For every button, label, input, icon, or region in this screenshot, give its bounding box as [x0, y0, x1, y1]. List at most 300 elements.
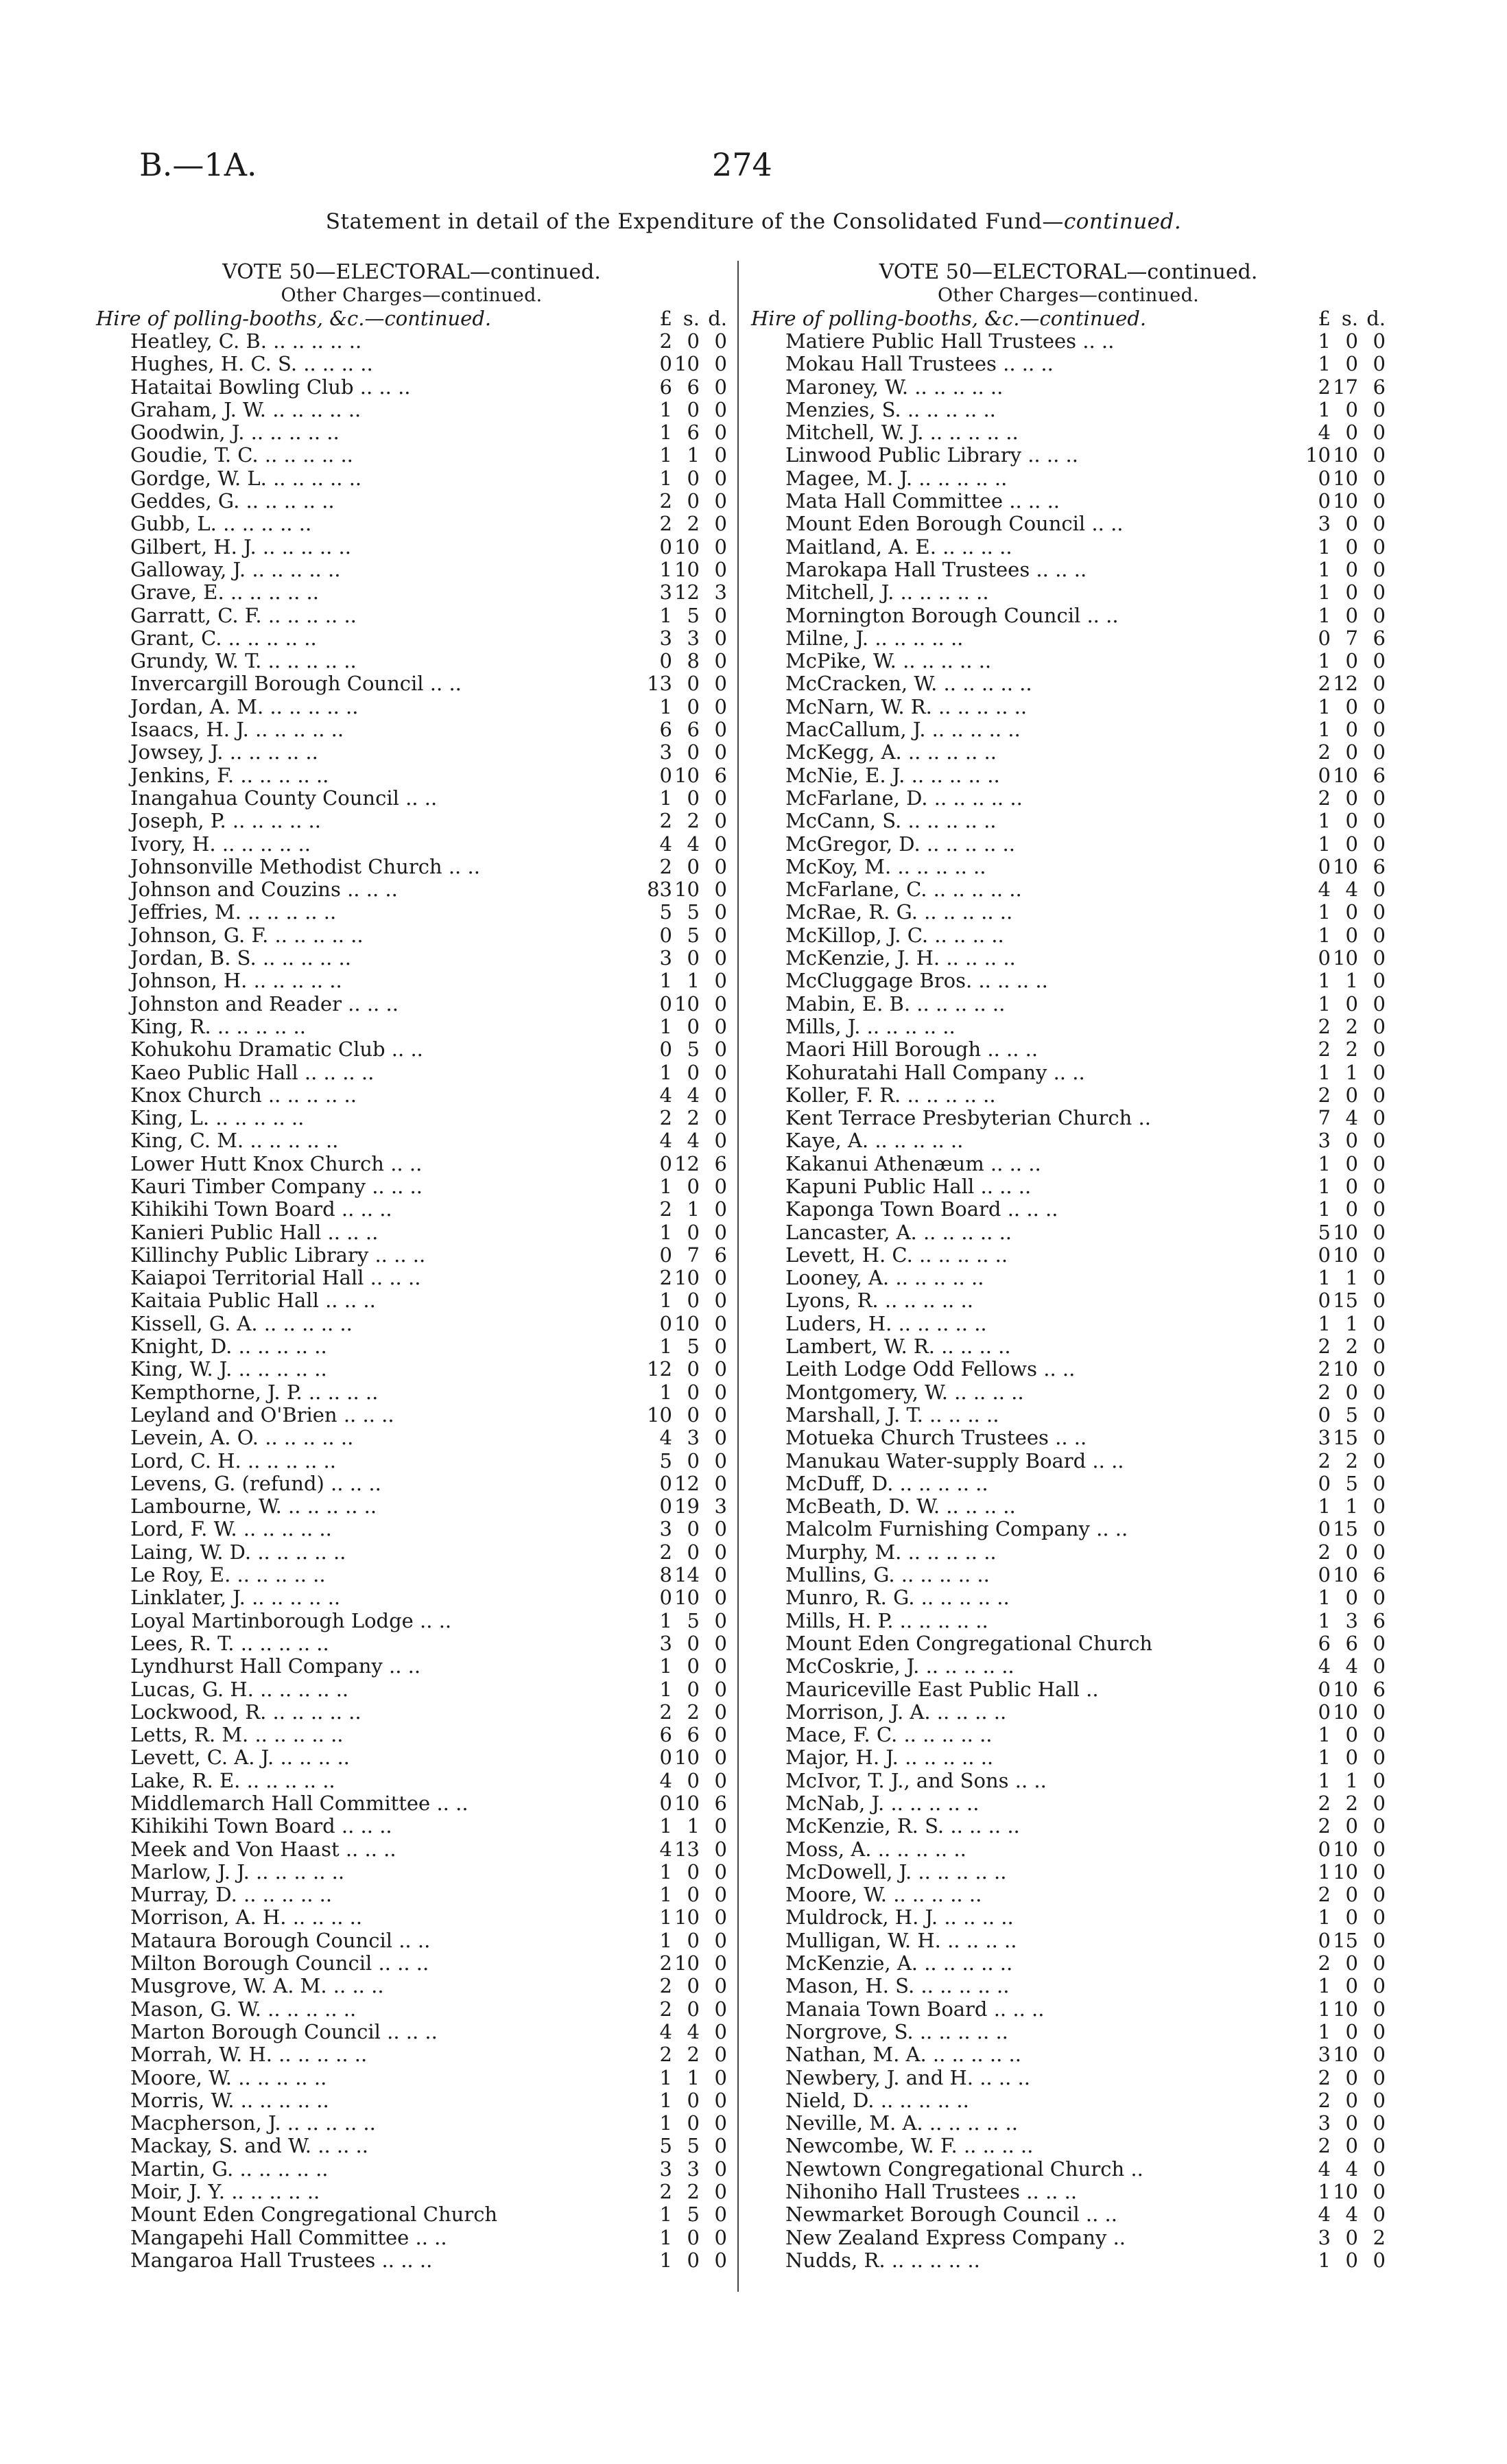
payee-name: McKenzie, J. H. .. .. .. .. — [785, 946, 1016, 970]
pence-cell: 0 — [714, 352, 727, 376]
table-row — [96, 1564, 727, 1586]
pence-cell: 0 — [714, 2019, 727, 2043]
pence-cell: 0 — [1373, 1905, 1386, 1929]
pence-cell: 0 — [714, 1700, 727, 1724]
pounds-cell: 1 — [659, 2111, 672, 2135]
shillings-cell: 0 — [687, 1380, 700, 1404]
payee-name: Mason, G. W. .. .. .. .. .. — [130, 1997, 357, 2021]
pence-cell: 0 — [1373, 512, 1386, 536]
table-row — [96, 513, 727, 535]
pounds-cell: 0 — [1318, 489, 1331, 513]
table-row — [751, 1107, 1386, 1129]
shillings-cell: 0 — [1345, 397, 1358, 421]
payee-name: Matiere Public Hall Trustees .. .. — [785, 329, 1115, 353]
shillings-cell: 0 — [1345, 2019, 1358, 2043]
pence-cell: 0 — [714, 718, 727, 742]
payee-name: MacCallum, J. .. .. .. .. .. — [785, 718, 1021, 742]
payee-name: Gordge, W. L. .. .. .. .. .. — [130, 466, 362, 490]
payee-name: Marokapa Hall Trustees .. .. .. — [785, 557, 1087, 581]
pounds-cell: 1 — [659, 1883, 672, 1907]
pence-cell: 0 — [714, 375, 727, 399]
pounds-cell: 2 — [1318, 2065, 1331, 2089]
table-row — [751, 1929, 1386, 1952]
table-row — [96, 1632, 727, 1655]
shillings-cell: 1 — [687, 1197, 700, 1221]
table-row — [751, 1815, 1386, 1838]
shillings-cell: 15 — [1333, 1426, 1358, 1450]
pence-cell: 0 — [714, 832, 727, 856]
payee-name: Moss, A. .. .. .. .. .. — [785, 1837, 966, 1861]
payee-name: Lake, R. E. .. .. .. .. .. — [130, 1768, 335, 1792]
table-row — [96, 1541, 727, 1564]
shillings-cell: 2 — [687, 1106, 700, 1130]
pounds-cell: 0 — [1318, 466, 1331, 490]
pence-cell: 0 — [1373, 1768, 1386, 1792]
pence-cell: 0 — [714, 1997, 727, 2021]
pence-cell: 0 — [1373, 1814, 1386, 1838]
pounds-cell: 0 — [659, 1746, 672, 1770]
payee-name: Kihikihi Town Board .. .. .. — [130, 1197, 392, 1221]
payee-name: Magee, M. J. .. .. .. .. .. — [785, 466, 1008, 490]
payee-name: Luders, H. .. .. .. .. .. — [785, 1311, 987, 1335]
pounds-cell: 10 — [647, 1403, 672, 1427]
payee-name: Murphy, M. .. .. .. .. .. — [785, 1540, 997, 1564]
pounds-cell: 2 — [1318, 786, 1331, 810]
pounds-cell: 1 — [659, 443, 672, 467]
pounds-cell: 0 — [659, 1037, 672, 1061]
table-row — [96, 2089, 727, 2112]
pounds-cell: 1 — [1318, 1174, 1331, 1198]
shillings-cell: 0 — [687, 329, 700, 353]
payee-name: Maori Hill Borough .. .. .. — [785, 1037, 1039, 1061]
payee-name: Macpherson, J. .. .. .. .. .. — [130, 2111, 376, 2135]
shillings-cell: 7 — [1345, 626, 1358, 650]
pounds-cell: 3 — [1318, 2111, 1331, 2135]
pence-cell: 0 — [1373, 1243, 1386, 1267]
shillings-cell: 10 — [1333, 1677, 1358, 1701]
payee-name: Lancaster, A. .. .. .. .. .. — [785, 1220, 1012, 1244]
payee-name: Morris, W. .. .. .. .. .. — [130, 2088, 329, 2112]
table-row — [751, 1610, 1386, 1632]
pence-cell: 0 — [1373, 1129, 1386, 1153]
payee-name: Nudds, R. .. .. .. .. .. — [785, 2248, 980, 2272]
table-row — [751, 2043, 1386, 2066]
pence-cell: 0 — [714, 2180, 727, 2204]
pence-cell: 6 — [714, 1243, 727, 1267]
pounds-cell: 1 — [1318, 809, 1331, 833]
table-row — [96, 1244, 727, 1267]
pounds-cell: 1 — [659, 969, 672, 993]
pence-cell: 0 — [1373, 900, 1386, 924]
payee-name: McFarlane, D. .. .. .. .. .. — [785, 786, 1023, 810]
payee-name: McCluggage Bros. .. .. .. .. — [785, 969, 1048, 993]
pounds-cell: 2 — [659, 809, 672, 833]
shillings-cell: 5 — [687, 2203, 700, 2227]
pence-cell: 0 — [1373, 878, 1386, 902]
payee-name: Leyland and O'Brien .. .. .. — [130, 1403, 394, 1427]
shillings-cell: 1 — [687, 969, 700, 993]
payee-name: Montgomery, W. .. .. .. .. — [785, 1380, 1024, 1404]
pounds-cell: 1 — [1318, 992, 1331, 1016]
shillings-cell: 0 — [687, 2248, 700, 2272]
payee-name: McKenzie, R. S. .. .. .. .. — [785, 1814, 1020, 1838]
payee-name: Mangapehi Hall Committee .. .. — [130, 2225, 447, 2249]
payee-name: Hataitai Bowling Club .. .. .. — [130, 375, 411, 399]
table-row — [751, 2135, 1386, 2157]
payee-name: King, W. J. .. .. .. .. .. — [130, 1357, 327, 1381]
pounds-cell: 5 — [659, 900, 672, 924]
pence-cell: 0 — [1373, 1700, 1386, 1724]
pounds-cell: 0 — [1318, 1289, 1331, 1313]
pounds-cell: 1 — [1318, 1746, 1331, 1770]
table-row — [751, 1678, 1386, 1701]
shillings-cell: 6 — [687, 375, 700, 399]
pence-cell: 0 — [1373, 1837, 1386, 1861]
pounds-cell: 2 — [659, 2043, 672, 2067]
pounds-cell: 4 — [1318, 878, 1331, 902]
table-row — [751, 1313, 1386, 1335]
shillings-cell: 19 — [674, 1494, 700, 1518]
pounds-cell: 1 — [1318, 1060, 1331, 1084]
shillings-cell: 4 — [687, 1083, 700, 1107]
shillings-cell: 0 — [1345, 1883, 1358, 1907]
payee-name: Marlow, J. J. .. .. .. .. .. — [130, 1859, 345, 1884]
table-row — [751, 1427, 1386, 1449]
table-row — [751, 1564, 1386, 1586]
payee-name: Grant, C. .. .. .. .. .. — [130, 626, 317, 650]
table-row — [96, 1998, 727, 2021]
shillings-cell: 5 — [1345, 1403, 1358, 1427]
payee-name: Invercargill Borough Council .. .. — [130, 672, 462, 696]
shillings-cell: 0 — [687, 1289, 700, 1313]
pence-cell: 0 — [1373, 329, 1386, 353]
table-row — [751, 1975, 1386, 1997]
pence-cell: 0 — [1373, 1723, 1386, 1747]
table-row — [96, 810, 727, 832]
payee-name: Newcombe, W. F. .. .. .. .. — [785, 2134, 1034, 2158]
pounds-cell: 1 — [659, 397, 672, 421]
pence-cell: 6 — [714, 1792, 727, 1815]
payee-name: McBeath, D. W. .. .. .. .. — [785, 1494, 1016, 1518]
pounds-cell: 4 — [1318, 1654, 1331, 1678]
payee-name: Joseph, P. .. .. .. .. .. — [130, 809, 321, 833]
shillings-cell: 0 — [687, 1928, 700, 1952]
table-row — [751, 1746, 1386, 1769]
shillings-cell: 10 — [1333, 466, 1358, 490]
shillings-cell: 12 — [674, 1471, 700, 1495]
pounds-cell: 1 — [1318, 649, 1331, 673]
shillings-cell: 0 — [687, 1654, 700, 1678]
pounds-cell: 6 — [659, 1723, 672, 1747]
pence-cell: 0 — [1373, 1174, 1386, 1198]
shillings-cell: 10 — [674, 1951, 700, 1975]
pounds-cell: 0 — [1318, 1243, 1331, 1267]
pounds-cell: 2 — [659, 1106, 672, 1130]
pounds-cell: 10 — [1305, 443, 1331, 467]
pounds-cell: 1 — [1318, 557, 1331, 581]
payee-name: Munro, R. G. .. .. .. .. .. — [785, 1586, 1010, 1610]
pence-cell: 0 — [1373, 1266, 1386, 1290]
table-row — [751, 1838, 1386, 1861]
table-row — [751, 672, 1386, 695]
shillings-cell: 1 — [1345, 1266, 1358, 1290]
table-row — [96, 947, 727, 970]
payee-name: Kempthorne, J. P. .. .. .. .. — [130, 1380, 379, 1404]
pence-cell: 0 — [714, 557, 727, 581]
payee-name: Knox Church .. .. .. .. .. — [130, 1083, 357, 1107]
table-row — [751, 627, 1386, 650]
pounds-cell: 3 — [659, 626, 672, 650]
payee-name: Hughes, H. C. S. .. .. .. .. — [130, 352, 373, 376]
shillings-cell: 5 — [1345, 1471, 1358, 1495]
table-row — [751, 1221, 1386, 1244]
pence-cell: 0 — [714, 1883, 727, 1907]
shillings-cell: 12 — [674, 1151, 700, 1175]
payee-name: McKillop, J. C. .. .. .. .. — [785, 923, 1004, 947]
shillings-cell: 10 — [1333, 854, 1358, 878]
pence-cell: 0 — [1373, 1037, 1386, 1061]
pence-cell: 0 — [714, 2203, 727, 2227]
payee-name: Garratt, C. F. .. .. .. .. .. — [130, 603, 357, 627]
pence-cell: 0 — [714, 1517, 727, 1541]
pence-cell: 0 — [1373, 1426, 1386, 1450]
table-row — [96, 1815, 727, 1838]
pounds-cell: 0 — [659, 1311, 672, 1335]
shillings-cell: 2 — [1345, 1037, 1358, 1061]
pounds-cell: 4 — [659, 832, 672, 856]
shillings-cell: 15 — [1333, 1289, 1358, 1313]
table-row — [751, 741, 1386, 764]
shillings-cell: 4 — [1345, 2203, 1358, 2227]
shillings-cell: 0 — [687, 1974, 700, 1998]
shillings-cell: 10 — [1333, 1859, 1358, 1884]
payee-name: New Zealand Express Company .. — [785, 2225, 1126, 2249]
pounds-cell: 3 — [1318, 512, 1331, 536]
table-row — [96, 1198, 727, 1221]
shillings-cell: 0 — [1345, 2065, 1358, 2089]
shillings-cell: 0 — [687, 466, 700, 490]
pence-cell: 0 — [1373, 1746, 1386, 1770]
pence-header: d. — [708, 307, 727, 330]
table-row — [96, 901, 727, 924]
payee-name: Kapuni Public Hall .. .. .. — [785, 1174, 1032, 1198]
other-charges-heading: Other Charges—continued. — [937, 285, 1200, 306]
shillings-cell: 2 — [1345, 1792, 1358, 1815]
pence-cell: 0 — [714, 1357, 727, 1381]
shillings-cell: 10 — [1333, 1220, 1358, 1244]
shillings-cell: 0 — [1345, 1746, 1358, 1770]
table-row — [96, 2158, 727, 2181]
payee-name: Kanieri Public Hall .. .. .. — [130, 1220, 379, 1244]
pounds-cell: 3 — [659, 1631, 672, 1655]
pence-cell: 0 — [714, 854, 727, 878]
table-row — [751, 2067, 1386, 2089]
pence-cell: 6 — [1373, 854, 1386, 878]
pence-cell: 0 — [714, 1746, 727, 1770]
payee-name: Muldrock, H. J. .. .. .. .. — [785, 1905, 1014, 1929]
table-row — [96, 1450, 727, 1472]
pounds-cell: 1 — [1318, 1311, 1331, 1335]
table-row — [751, 1450, 1386, 1472]
payee-name: Galloway, J. .. .. .. .. .. — [130, 557, 341, 581]
pence-cell: 0 — [714, 1540, 727, 1564]
pounds-cell: 2 — [1318, 2134, 1331, 2158]
pence-cell: 0 — [714, 1448, 727, 1472]
shillings-cell: 0 — [1345, 1197, 1358, 1221]
pence-cell: 0 — [1373, 580, 1386, 605]
pence-cell: 0 — [1373, 740, 1386, 764]
pence-cell: 0 — [714, 1974, 727, 1998]
pounds-cell: 2 — [659, 329, 672, 353]
table-row — [96, 1884, 727, 1906]
pence-cell: 0 — [714, 992, 727, 1016]
pence-cell: 0 — [714, 1768, 727, 1792]
pounds-cell: 3 — [659, 946, 672, 970]
payee-name: McPike, W. .. .. .. .. .. — [785, 649, 992, 673]
pence-cell: 0 — [1373, 421, 1386, 445]
table-row — [751, 1632, 1386, 1655]
pounds-cell: 1 — [1318, 1768, 1331, 1792]
pounds-cell: 0 — [659, 923, 672, 947]
pounds-cell: 0 — [1318, 1563, 1331, 1587]
table-row — [96, 467, 727, 490]
payee-name: Knight, D. .. .. .. .. .. — [130, 1335, 327, 1359]
table-row — [751, 1404, 1386, 1427]
pounds-cell: 2 — [1318, 375, 1331, 399]
pence-cell: 0 — [1373, 1997, 1386, 2021]
payee-name: Kihikihi Town Board .. .. .. — [130, 1814, 392, 1838]
pounds-cell: 2 — [1318, 1357, 1331, 1381]
pounds-cell: 1 — [1318, 694, 1331, 718]
pounds-cell: 2 — [659, 1951, 672, 1975]
pounds-cell: 2 — [1318, 1792, 1331, 1815]
payee-name: Laing, W. D. .. .. .. .. .. — [130, 1540, 346, 1564]
payee-name: Heatley, C. B. .. .. .. .. .. — [130, 329, 362, 353]
table-row — [751, 1084, 1386, 1107]
payee-name: Jordan, A. M. .. .. .. .. .. — [130, 694, 359, 718]
pounds-cell: 2 — [1318, 1083, 1331, 1107]
shillings-cell: 2 — [1345, 1335, 1358, 1359]
pounds-cell: 6 — [659, 718, 672, 742]
vote-heading: VOTE 50—ELECTORAL—continued. — [879, 260, 1258, 284]
payee-name: Loyal Martinborough Lodge .. .. — [130, 1608, 452, 1632]
pounds-cell: 1 — [1318, 329, 1331, 353]
shillings-cell: 3 — [1345, 1608, 1358, 1632]
pounds-cell: 0 — [659, 649, 672, 673]
table-row — [96, 1427, 727, 1449]
payee-name: Manukau Water-supply Board .. .. — [785, 1448, 1124, 1472]
left-column — [96, 261, 727, 2272]
pounds-cell: 0 — [659, 763, 672, 787]
table-row — [96, 1678, 727, 1701]
shillings-cell: 0 — [1345, 580, 1358, 605]
pence-cell: 0 — [714, 786, 727, 810]
payee-name: Nihoniho Hall Trustees .. .. .. — [785, 2180, 1078, 2204]
pence-cell: 0 — [1373, 1060, 1386, 1084]
table-row — [96, 1313, 727, 1335]
table-row — [751, 764, 1386, 787]
table-row — [751, 1952, 1386, 1975]
pounds-cell: 3 — [1318, 2043, 1331, 2067]
pounds-cell: 5 — [659, 1448, 672, 1472]
pounds-cell: 0 — [1318, 1700, 1331, 1724]
pounds-cell: 1 — [1318, 832, 1331, 856]
shillings-cell: 0 — [1345, 718, 1358, 742]
pounds-cell: 1 — [1318, 1723, 1331, 1747]
pence-cell: 0 — [714, 969, 727, 993]
pence-cell: 0 — [1373, 1083, 1386, 1107]
payee-name: McNie, E. J. .. .. .. .. .. — [785, 763, 1000, 787]
table-row — [751, 353, 1386, 375]
pounds-cell: 1 — [659, 1608, 672, 1632]
pence-cell: 0 — [1373, 1951, 1386, 1975]
pounds-cell: 0 — [659, 1151, 672, 1175]
pounds-cell: 1 — [659, 1335, 672, 1359]
table-row — [96, 1016, 727, 1038]
shillings-cell: 0 — [1345, 992, 1358, 1016]
pence-cell: 0 — [714, 603, 727, 627]
payee-name: King, L. .. .. .. .. .. — [130, 1106, 305, 1130]
pence-cell: 0 — [714, 1723, 727, 1747]
payee-name: Marton Borough Council .. .. .. — [130, 2019, 438, 2043]
pounds-cell: 0 — [659, 1494, 672, 1518]
table-row — [96, 2203, 727, 2226]
pence-cell: 0 — [1373, 443, 1386, 467]
table-row — [96, 970, 727, 992]
payee-name: Neville, M. A. .. .. .. .. .. — [785, 2111, 1018, 2135]
table-row — [96, 444, 727, 467]
table-row — [96, 924, 727, 947]
shillings-cell: 10 — [674, 352, 700, 376]
payee-name: Le Roy, E. .. .. .. .. .. — [130, 1563, 326, 1587]
other-charges-heading: Other Charges—continued. — [281, 285, 543, 306]
pounds-cell: 0 — [1318, 1677, 1331, 1701]
pounds-cell: 1 — [659, 1060, 672, 1084]
table-row — [96, 741, 727, 764]
pence-cell: 0 — [714, 2088, 727, 2112]
table-row — [96, 353, 727, 375]
table-row — [751, 513, 1386, 535]
pounds-cell: 1 — [1318, 397, 1331, 421]
payee-name: Lyons, R. .. .. .. .. .. — [785, 1289, 973, 1313]
pence-cell: 0 — [1373, 1792, 1386, 1815]
shillings-cell: 1 — [1345, 969, 1358, 993]
payee-name: Mata Hall Committee .. .. .. — [785, 489, 1060, 513]
pence-cell: 0 — [1373, 1494, 1386, 1518]
payee-name: Graham, J. W. .. .. .. .. .. — [130, 397, 361, 421]
payee-name: Kissell, G. A. .. .. .. .. .. — [130, 1311, 353, 1335]
pence-cell: 0 — [1373, 557, 1386, 581]
table-row — [96, 764, 727, 787]
shillings-cell: 2 — [687, 2043, 700, 2067]
shillings-cell: 2 — [687, 809, 700, 833]
pounds-cell: 0 — [659, 352, 672, 376]
payee-name: Mabin, E. B. .. .. .. .. .. — [785, 992, 1006, 1016]
shillings-cell: 10 — [674, 557, 700, 581]
pence-cell: 0 — [714, 1335, 727, 1359]
shillings-cell: 0 — [1345, 2248, 1358, 2272]
subhead-row — [751, 307, 1386, 330]
payee-name: Johnston and Reader .. .. .. — [130, 992, 399, 1016]
table-row — [96, 1038, 727, 1061]
table-row — [96, 1129, 727, 1152]
pounds-cell: 1 — [1318, 1859, 1331, 1884]
pence-cell: 0 — [1373, 1631, 1386, 1655]
pounds-cell: 1 — [1318, 718, 1331, 742]
pounds-cell: 1 — [1318, 1974, 1331, 1998]
table-row — [751, 1495, 1386, 1518]
payee-name: Mason, H. S. .. .. .. .. .. — [785, 1974, 1010, 1998]
